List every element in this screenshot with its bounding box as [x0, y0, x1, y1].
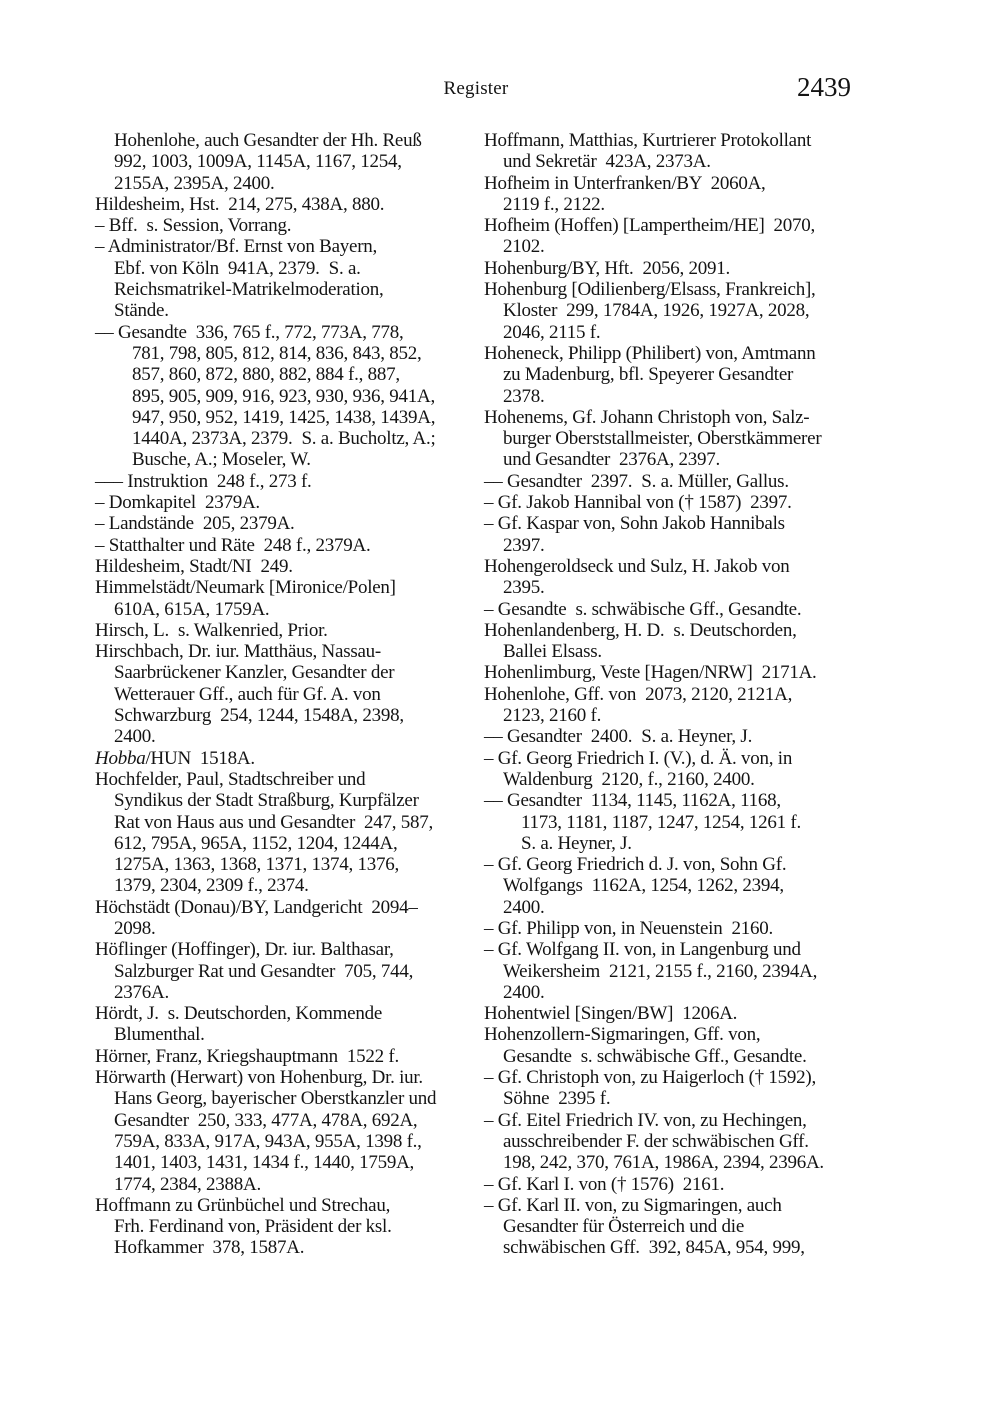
index-line: – Gesandte s. schwäbische Gff., Gesandte. — [484, 598, 802, 620]
index-line: –– Gesandter 2397. S. a. Müller, Gallus. — [484, 470, 789, 492]
index-line: Ballei Elsass. — [503, 641, 602, 663]
index-line: – Gf. Karl II. von, zu Sigmaringen, auch — [484, 1194, 782, 1216]
index-line: Hirsch, L. s. Walkenried, Prior. — [95, 619, 328, 641]
index-line: S. a. Heyner, J. — [521, 832, 632, 854]
index-line: Syndikus der Stadt Straßburg, Kurpfälzer — [114, 790, 419, 812]
index-line: Hofkammer 378, 1587A. — [114, 1237, 305, 1259]
index-line: Hohenlohe, Gff. von 2073, 2120, 2121A, — [484, 683, 793, 705]
index-line: – Administrator/Bf. Ernst von Bayern, — [95, 236, 378, 258]
index-line: Höchstädt (Donau)/BY, Landgericht 2094– — [95, 896, 418, 918]
index-line: Saarbrückener Kanzler, Gesandter der — [114, 662, 395, 684]
index-line: 612, 795A, 965A, 1152, 1204, 1244A, — [114, 832, 398, 854]
index-line: Ebf. von Köln 941A, 2379. S. a. — [114, 257, 361, 279]
index-line: – Gf. Christoph von, zu Haigerloch († 1592), — [484, 1067, 816, 1089]
index-line: 947, 950, 952, 1419, 1425, 1438, 1439A, — [132, 406, 436, 428]
index-line: ––– Instruktion 248 f., 273 f. — [95, 470, 312, 492]
index-line: 1401, 1403, 1431, 1434 f., 1440, 1759A, — [114, 1152, 415, 1174]
index-line: Hoffmann, Matthias, Kurtrierer Protokollant — [484, 130, 812, 151]
index-line: Hofheim in Unterfranken/BY 2060A, — [484, 172, 766, 194]
index-line: 857, 860, 872, 880, 882, 884 f., 887, — [132, 364, 400, 386]
index-line: –– Gesandte 336, 765 f., 772, 773A, 778, — [95, 321, 404, 343]
index-line: und Sekretär 423A, 2373A. — [503, 151, 711, 173]
index-line: Hohenburg [Odilienberg/Elsass, Frankreich], — [484, 279, 816, 301]
index-line: 2397. — [503, 534, 545, 556]
index-line: 2046, 2115 f. — [503, 321, 601, 343]
index-line: Gesandter 250, 333, 477A, 478A, 692A, — [114, 1109, 418, 1131]
index-line: – Domkapitel 2379A. — [95, 492, 260, 514]
index-line: 895, 905, 909, 916, 923, 930, 936, 941A, — [132, 385, 435, 407]
index-line: Hörner, Franz, Kriegshauptmann 1522 f. — [95, 1045, 399, 1067]
index-line: 1379, 2304, 2309 f., 2374. — [114, 875, 309, 897]
index-line: –– Gesandter 1134, 1145, 1162A, 1168, — [484, 790, 781, 812]
index-line: Wetterauer Gff., auch für Gf. A. von — [114, 683, 381, 705]
index-line: Busche, A.; Moseler, W. — [132, 449, 311, 471]
index-line: Söhne 2395 f. — [503, 1088, 611, 1110]
page-header — [95, 72, 857, 108]
index-line: Frh. Ferdinand von, Präsident der ksl. — [114, 1216, 392, 1238]
index-line: Hohenzollern-Sigmaringen, Gff. von, — [484, 1024, 761, 1046]
index-line: Hördt, J. s. Deutschorden, Kommende — [95, 1003, 383, 1025]
index-line: 2376A. — [114, 981, 169, 1003]
page-content — [95, 72, 857, 1259]
index-line: – Gf. Eitel Friedrich IV. von, zu Hechingen, — [484, 1109, 807, 1131]
index-line: 2400. — [503, 896, 545, 918]
index-line: 2119 f., 2122. — [503, 193, 605, 215]
index-line: Höflinger (Hoffinger), Dr. iur. Balthasar, — [95, 939, 394, 961]
index-line: Blumenthal. — [114, 1024, 205, 1046]
index-line: – Gf. Wolfgang II. von, in Langenburg und — [484, 939, 801, 961]
index-line: – Gf. Georg Friedrich d. J. von, Sohn Gf. — [484, 854, 787, 876]
index-line: Hohenlandenberg, H. D. s. Deutschorden, — [484, 619, 797, 641]
index-line: Rat von Haus aus und Gesandter 247, 587, — [114, 811, 434, 833]
index-line: 1774, 2384, 2388A. — [114, 1173, 261, 1195]
index-line: 2098. — [114, 917, 156, 939]
index-line: – Gf. Jakob Hannibal von († 1587) 2397. — [484, 492, 792, 514]
page-number: 2439 — [797, 72, 851, 102]
columns-container — [95, 130, 857, 1259]
index-line: zu Madenburg, bfl. Speyerer Gesandter — [503, 364, 794, 386]
index-line: Hoffmann zu Grünbüchel und Strechau, — [95, 1194, 391, 1216]
running-head-title: Register — [443, 78, 509, 99]
index-line: 610A, 615A, 1759A. — [114, 598, 270, 620]
index-line: Gesandte s. schwäbische Gff., Gesandte. — [503, 1045, 807, 1067]
index-line: Hohentwiel [Singen/BW] 1206A. — [484, 1003, 738, 1025]
index-line: 2155A, 2395A, 2400. — [114, 172, 275, 194]
index-line: Waldenburg 2120, f., 2160, 2400. — [503, 768, 755, 790]
index-line: Wolfgangs 1162A, 1254, 1262, 2394, — [503, 875, 784, 897]
index-line: – Gf. Karl I. von († 1576) 2161. — [484, 1173, 725, 1195]
index-line: Himmelstädt/Neumark [Mironice/Polen] — [95, 577, 396, 599]
index-line: – Statthalter und Räte 248 f., 2379A. — [95, 534, 371, 556]
index-line: Hohenems, Gf. Johann Christoph von, Salz- — [484, 406, 810, 428]
index-line: 2102. — [503, 236, 545, 258]
index-line: Hildesheim, Stadt/NI 249. — [95, 555, 293, 577]
index-line: 2395. — [503, 577, 545, 599]
index-line: 1173, 1181, 1187, 1247, 1254, 1261 f. — [521, 811, 801, 833]
index-line: und Gesandter 2376A, 2397. — [503, 449, 720, 471]
index-line: 2400. — [503, 981, 545, 1003]
index-line: ausschreibender F. der schwäbischen Gff. — [503, 1130, 809, 1152]
index-line: – Gf. Georg Friedrich I. (V.), d. Ä. von, in — [484, 747, 793, 769]
index-line: –– Gesandter 2400. S. a. Heyner, J. — [484, 726, 753, 748]
index-line: Hildesheim, Hst. 214, 275, 438A, 880. — [95, 193, 385, 215]
index-line: Hohenburg/BY, Hft. 2056, 2091. — [484, 257, 730, 279]
index-line: – Landstände 205, 2379A. — [95, 513, 295, 535]
index-line: 198, 242, 370, 761A, 1986A, 2394, 2396A. — [503, 1152, 824, 1174]
index-line: Hoheneck, Philipp (Philibert) von, Amtmann — [484, 342, 816, 364]
index-line: 2123, 2160 f. — [503, 705, 602, 727]
index-line: Hofheim (Hoffen) [Lampertheim/HE] 2070, — [484, 215, 816, 237]
index-line: schwäbischen Gff. 392, 845A, 954, 999, — [503, 1237, 805, 1259]
index-line: 992, 1003, 1009A, 1145A, 1167, 1254, — [114, 151, 402, 173]
left-column — [95, 130, 468, 1259]
right-column — [484, 130, 857, 1259]
index-line: 781, 798, 805, 812, 814, 836, 843, 852, — [132, 342, 422, 364]
index-line: Hohengeroldseck und Sulz, H. Jakob von — [484, 555, 790, 577]
index-line: Schwarzburg 254, 1244, 1548A, 2398, — [114, 705, 404, 727]
index-line: – Gf. Philipp von, in Neuenstein 2160. — [484, 917, 773, 939]
index-line: Hörwarth (Herwart) von Hohenburg, Dr. iur. — [95, 1067, 423, 1089]
index-line: – Bff. s. Session, Vorrang. — [95, 215, 292, 237]
index-line: Hobba/HUN 1518A. — [95, 747, 255, 769]
index-line: 2378. — [503, 385, 545, 407]
index-line: Hohenlohe, auch Gesandter der Hh. Reuß — [114, 130, 422, 151]
index-line: 759A, 833A, 917A, 943A, 955A, 1398 f., — [114, 1130, 422, 1152]
index-line: Gesandter für Österreich und die — [503, 1216, 745, 1238]
index-line: Stände. — [114, 300, 169, 322]
index-line: Reichsmatrikel-Matrikelmoderation, — [114, 279, 384, 301]
index-line: 1440A, 2373A, 2379. S. a. Bucholtz, A.; — [132, 428, 436, 450]
index-line: Hirschbach, Dr. iur. Matthäus, Nassau- — [95, 641, 381, 663]
index-line: Weikersheim 2121, 2155 f., 2160, 2394A, — [503, 960, 818, 982]
index-line: Kloster 299, 1784A, 1926, 1927A, 2028, — [503, 300, 810, 322]
index-line: Hohenlimburg, Veste [Hagen/NRW] 2171A. — [484, 662, 817, 684]
index-line: burger Oberststallmeister, Oberstkämmerer — [503, 428, 822, 450]
index-line: Hans Georg, bayerischer Oberstkanzler und — [114, 1088, 437, 1110]
index-line: Salzburger Rat und Gesandter 705, 744, — [114, 960, 414, 982]
index-line: Hochfelder, Paul, Stadtschreiber und — [95, 768, 366, 790]
index-line: 2400. — [114, 726, 156, 748]
index-line: – Gf. Kaspar von, Sohn Jakob Hannibals — [484, 513, 785, 535]
index-line: 1275A, 1363, 1368, 1371, 1374, 1376, — [114, 854, 399, 876]
